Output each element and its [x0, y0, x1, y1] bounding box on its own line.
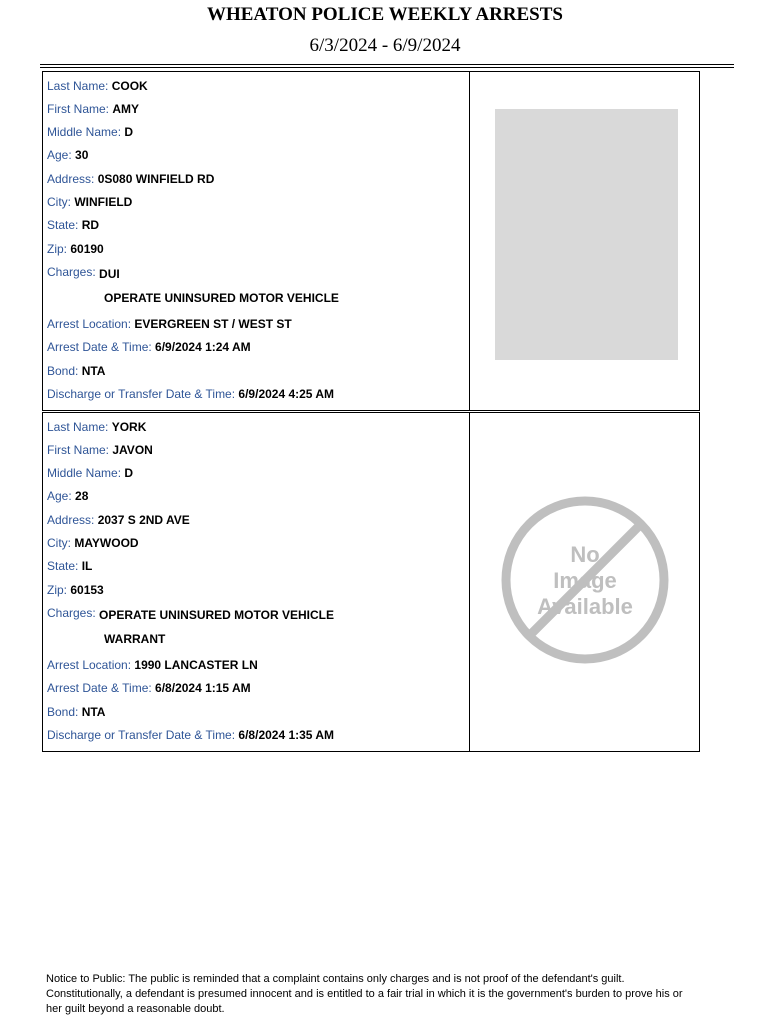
bond-label: Bond:: [47, 705, 79, 719]
zip-row: [47, 241, 104, 257]
bond-value: NTA: [81, 364, 106, 378]
last-name-value: COOK: [111, 79, 148, 93]
first-name-row: [47, 101, 139, 117]
discharge-row: [47, 386, 334, 402]
state-label: State:: [47, 218, 79, 232]
last-name-label: Last Name:: [47, 420, 109, 434]
page-title: WHEATON POLICE WEEKLY ARRESTS: [206, 4, 563, 25]
zip-label: Zip:: [47, 583, 68, 597]
address-row: [47, 512, 190, 528]
booking-photo: [495, 109, 678, 360]
discharge-row: [47, 727, 334, 743]
arrest-location-row: [47, 657, 258, 673]
last-name-row: [47, 78, 148, 94]
charge-1: DUI: [99, 267, 120, 281]
state-label: State:: [47, 559, 79, 573]
discharge-label: Discharge or Transfer Date & Time:: [47, 728, 236, 742]
arrest-datetime-value: 6/8/2024 1:15 AM: [155, 681, 251, 695]
last-name-value: YORK: [111, 420, 147, 434]
address-value: 0S080 WINFIELD RD: [97, 172, 215, 186]
zip-value: 60190: [70, 242, 104, 256]
last-name-label: Last Name:: [47, 79, 109, 93]
state-value: IL: [81, 559, 93, 573]
first-name-value: AMY: [112, 102, 140, 116]
zip-value: 60153: [70, 583, 104, 597]
zip-row: [47, 582, 104, 598]
arrest-datetime-row: [47, 680, 251, 696]
no-image-text-line-3: Available: [537, 594, 633, 619]
state-row: [47, 217, 99, 233]
address-row: [47, 171, 214, 187]
city-row: [47, 535, 139, 551]
charge-2: OPERATE UNINSURED MOTOR VEHICLE: [104, 291, 339, 305]
city-label: City:: [47, 536, 71, 550]
address-label: Address:: [47, 513, 95, 527]
arrest-datetime-label: Arrest Date & Time:: [47, 681, 152, 695]
bond-row: [47, 704, 105, 720]
first-name-row: [47, 442, 153, 458]
bond-row: [47, 363, 105, 379]
age-value: 28: [75, 489, 89, 503]
record-divider: [469, 72, 470, 410]
charges-label: Charges:: [47, 606, 96, 620]
address-label: Address:: [47, 172, 95, 186]
arrest-record-1: [42, 71, 700, 411]
arrest-location-label: Arrest Location:: [47, 317, 132, 331]
charge-1: OPERATE UNINSURED MOTOR VEHICLE: [99, 608, 334, 622]
discharge-value: 6/8/2024 1:35 AM: [238, 728, 335, 742]
header-rule-bottom: [40, 67, 734, 68]
zip-label: Zip:: [47, 242, 68, 256]
age-row: [47, 488, 88, 504]
city-row: [47, 194, 132, 210]
middle-name-row: [47, 124, 133, 140]
arrest-datetime-row: [47, 339, 251, 355]
arrest-location-value: 1990 LANCASTER LN: [134, 658, 258, 672]
middle-name-value: D: [124, 466, 134, 480]
arrest-location-row: [47, 316, 292, 332]
city-label: City:: [47, 195, 71, 209]
discharge-label: Discharge or Transfer Date & Time:: [47, 387, 236, 401]
charges-label: Charges:: [47, 265, 96, 279]
no-image-text-line-2: Image: [553, 568, 617, 593]
first-name-label: First Name:: [47, 443, 110, 457]
record-divider: [469, 413, 470, 751]
arrest-datetime-label: Arrest Date & Time:: [47, 340, 152, 354]
city-value: MAYWOOD: [74, 536, 139, 550]
age-label: Age:: [47, 489, 72, 503]
last-name-row: [47, 419, 146, 435]
arrest-record-2: [42, 412, 700, 752]
date-range: 6/3/2024 - 6/9/2024: [309, 35, 461, 56]
public-notice: Notice to Public: The public is reminded that a complaint contains only charges and is not proof of the defendant's guilt. Constitutionally, a defendant is presumed innocent and is entitled to a fair trial in which it is the government's burden to prove his or her guilt beyond a reasonable doubt.: [46, 973, 683, 1015]
age-value: 30: [75, 148, 89, 162]
state-row: [47, 558, 92, 574]
discharge-value: 6/9/2024 4:25 AM: [238, 387, 335, 401]
first-name-value: JAVON: [112, 443, 153, 457]
middle-name-row: [47, 465, 133, 481]
state-value: RD: [81, 218, 100, 232]
city-value: WINFIELD: [74, 195, 133, 209]
arrest-location-label: Arrest Location:: [47, 658, 132, 672]
bond-value: NTA: [81, 705, 106, 719]
no-image-text-line-1: No: [570, 542, 600, 567]
arrest-location-value: EVERGREEN ST / WEST ST: [134, 317, 292, 331]
no-image-available-icon: [500, 495, 670, 665]
middle-name-label: Middle Name:: [47, 466, 122, 480]
middle-name-label: Middle Name:: [47, 125, 122, 139]
middle-name-value: D: [124, 125, 134, 139]
first-name-label: First Name:: [47, 102, 110, 116]
charges-row: [47, 264, 120, 280]
charge-2: WARRANT: [104, 632, 166, 646]
age-row: [47, 147, 88, 163]
bond-label: Bond:: [47, 364, 79, 378]
age-label: Age:: [47, 148, 72, 162]
arrest-datetime-value: 6/9/2024 1:24 AM: [155, 340, 251, 354]
header-rule-top: [40, 64, 734, 65]
charges-row: [47, 605, 334, 621]
address-value: 2037 S 2ND AVE: [97, 513, 190, 527]
